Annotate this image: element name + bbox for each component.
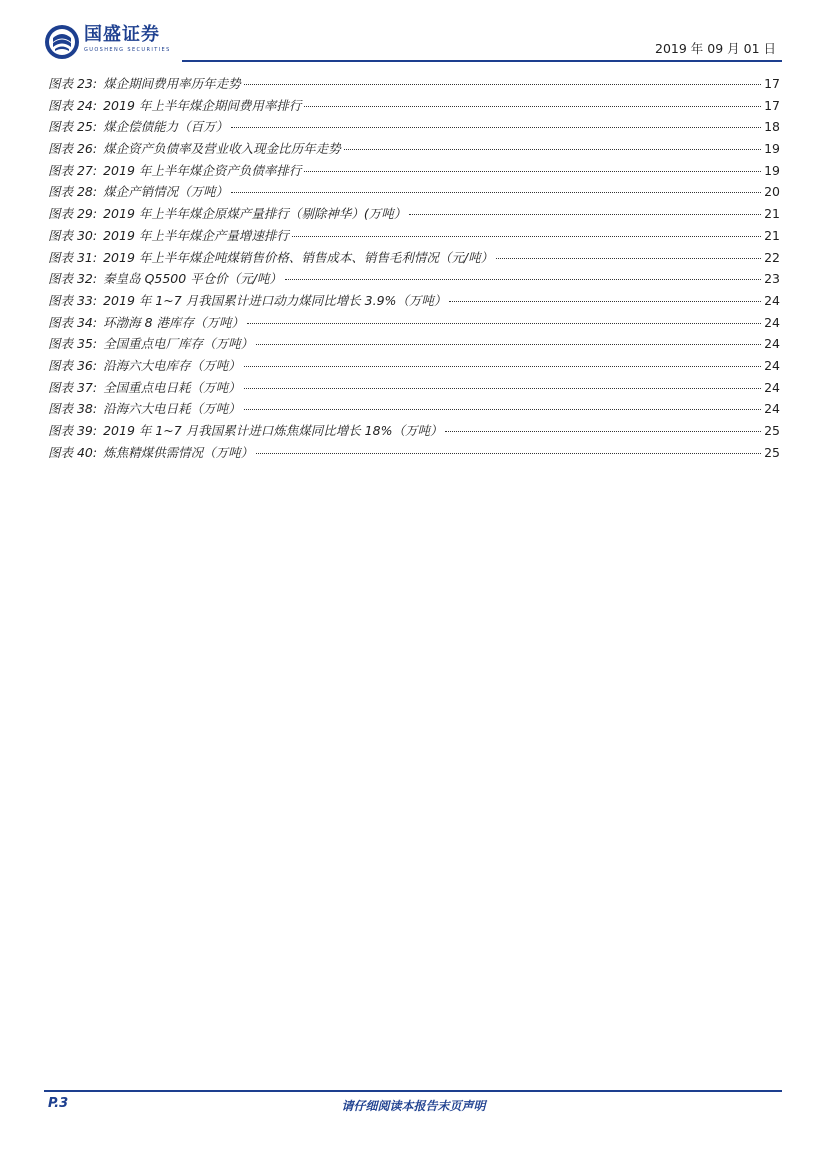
toc-entry-page: 21	[764, 206, 780, 222]
toc-dot-leader	[256, 453, 761, 454]
toc-dot-leader	[344, 149, 761, 150]
toc-entry-page: 17	[764, 76, 780, 91]
toc-dot-leader	[256, 344, 761, 345]
toc-entry[interactable]	[48, 333, 780, 355]
toc-entry-title: 2019 年上半年煤企期间费用率排行	[103, 97, 302, 113]
toc-entry-title: 2019 年上半年煤企产量增速排行	[103, 227, 289, 243]
toc-entry-title: 环渤海 8 港库存（万吨）	[103, 314, 244, 330]
toc-entry-label: 图表 29:	[48, 206, 98, 222]
toc-entry-label: 图表 28:	[48, 184, 98, 200]
toc-entry-label: 图表 26:	[48, 141, 98, 157]
toc-entry-title: 煤企资产负债率及营业收入现金比历年走势	[103, 141, 341, 157]
toc-entry-label: 图表 23:	[48, 76, 98, 91]
figure-list	[48, 73, 780, 463]
toc-entry[interactable]	[48, 95, 780, 117]
toc-entry[interactable]	[48, 442, 780, 464]
toc-entry-page: 18	[764, 119, 780, 135]
toc-dot-leader	[244, 388, 761, 389]
toc-entry-title: 2019 年上半年煤企资产负债率排行	[103, 162, 302, 178]
page-number: P.3	[48, 1096, 69, 1111]
toc-dot-leader	[247, 323, 761, 324]
toc-dot-leader	[304, 171, 761, 172]
toc-entry-title: 2019 年上半年煤企原煤产量排行（剔除神华）(万吨）	[103, 206, 407, 222]
toc-dot-leader	[244, 84, 761, 85]
toc-entry-label: 图表 39:	[48, 423, 98, 438]
toc-dot-leader	[244, 409, 761, 410]
toc-entry[interactable]	[48, 398, 780, 420]
toc-entry[interactable]	[48, 355, 780, 377]
report-date: 2019 年 09 月 01 日	[655, 41, 776, 56]
toc-entry-label: 图表 25:	[48, 119, 98, 135]
toc-entry[interactable]	[48, 290, 780, 312]
footer-divider	[44, 1090, 782, 1092]
toc-entry-label: 图表 32:	[48, 271, 98, 287]
toc-entry-title: 煤企偿债能力（百万）	[103, 119, 229, 135]
toc-entry[interactable]	[48, 247, 780, 269]
toc-entry[interactable]	[48, 160, 780, 182]
toc-entry-title: 煤企产销情况（万吨）	[103, 184, 229, 200]
toc-entry-label: 图表 36:	[48, 357, 98, 373]
toc-entry-page: 24	[764, 357, 780, 373]
disclaimer-note: 请仔细阅读本报告末页声明	[341, 1099, 486, 1113]
toc-entry-label: 图表 33:	[48, 292, 98, 308]
toc-dot-leader	[304, 106, 761, 107]
toc-entry-title: 全国重点电厂库存（万吨）	[103, 336, 254, 352]
toc-entry-label: 图表 40:	[48, 444, 98, 460]
toc-entry-page: 22	[764, 249, 780, 265]
page-header	[44, 22, 782, 64]
toc-dot-leader	[292, 236, 761, 237]
toc-entry-page: 24	[764, 292, 780, 308]
toc-entry-title: 2019 年 1~7 月我国累计进口炼焦煤同比增长 18%（万吨）	[103, 423, 443, 438]
toc-entry-title: 沿海六大电日耗（万吨）	[103, 401, 241, 417]
toc-entry-page: 24	[764, 314, 780, 330]
toc-entry-title: 2019 年上半年煤企吨煤销售价格、销售成本、销售毛利情况（元/吨）	[103, 249, 494, 265]
toc-entry-page: 23	[764, 271, 780, 287]
toc-entry-title: 炼焦精煤供需情况（万吨）	[103, 444, 254, 460]
toc-dot-leader	[496, 258, 761, 259]
toc-entry-title: 沿海六大电库存（万吨）	[103, 357, 241, 373]
header-divider	[182, 60, 782, 62]
toc-entry-title: 全国重点电日耗（万吨）	[103, 379, 241, 395]
toc-entry[interactable]	[48, 116, 780, 138]
toc-dot-leader	[285, 279, 761, 280]
toc-entry[interactable]	[48, 377, 780, 399]
toc-entry-page: 17	[764, 97, 780, 113]
toc-entry-page: 24	[764, 379, 780, 395]
brand-logo-icon	[44, 24, 80, 60]
toc-entry[interactable]	[48, 203, 780, 225]
brand-name-en: GUOSHENG SECURITIES	[84, 47, 171, 53]
toc-entry-page: 19	[764, 162, 780, 178]
toc-entry-page: 20	[764, 184, 780, 200]
brand-name: 国盛证券	[84, 24, 160, 45]
toc-entry-label: 图表 38:	[48, 401, 98, 417]
toc-entry[interactable]	[48, 138, 780, 160]
toc-entry[interactable]	[48, 268, 780, 290]
toc-entry-page: 25	[764, 444, 780, 460]
toc-entry-label: 图表 31:	[48, 249, 98, 265]
toc-entry-label: 图表 34:	[48, 314, 98, 330]
toc-entry-page: 21	[764, 227, 780, 243]
toc-entry[interactable]	[48, 312, 780, 334]
toc-entry-title: 煤企期间费用率历年走势	[103, 76, 241, 91]
toc-entry[interactable]	[48, 181, 780, 203]
toc-entry-label: 图表 24:	[48, 97, 98, 113]
toc-entry-page: 24	[764, 401, 780, 417]
toc-entry-label: 图表 30:	[48, 227, 98, 243]
toc-entry-page: 24	[764, 336, 780, 352]
toc-entry-title: 秦皇岛 Q5500 平仓价（元/吨）	[103, 271, 282, 287]
toc-dot-leader	[231, 192, 761, 193]
toc-dot-leader	[409, 214, 761, 215]
toc-entry-page: 19	[764, 141, 780, 157]
toc-dot-leader	[231, 127, 761, 128]
toc-dot-leader	[445, 431, 761, 432]
toc-dot-leader	[244, 366, 761, 367]
toc-entry[interactable]	[48, 420, 780, 442]
toc-entry-page: 25	[764, 423, 780, 438]
toc-entry-label: 图表 35:	[48, 336, 98, 352]
toc-entry-title: 2019 年 1~7 月我国累计进口动力煤同比增长 3.9%（万吨）	[103, 292, 447, 308]
toc-entry-label: 图表 27:	[48, 162, 98, 178]
brand-logo	[44, 22, 171, 62]
toc-dot-leader	[449, 301, 761, 302]
toc-entry[interactable]	[48, 225, 780, 247]
toc-entry[interactable]	[48, 73, 780, 95]
toc-entry-label: 图表 37:	[48, 379, 98, 395]
